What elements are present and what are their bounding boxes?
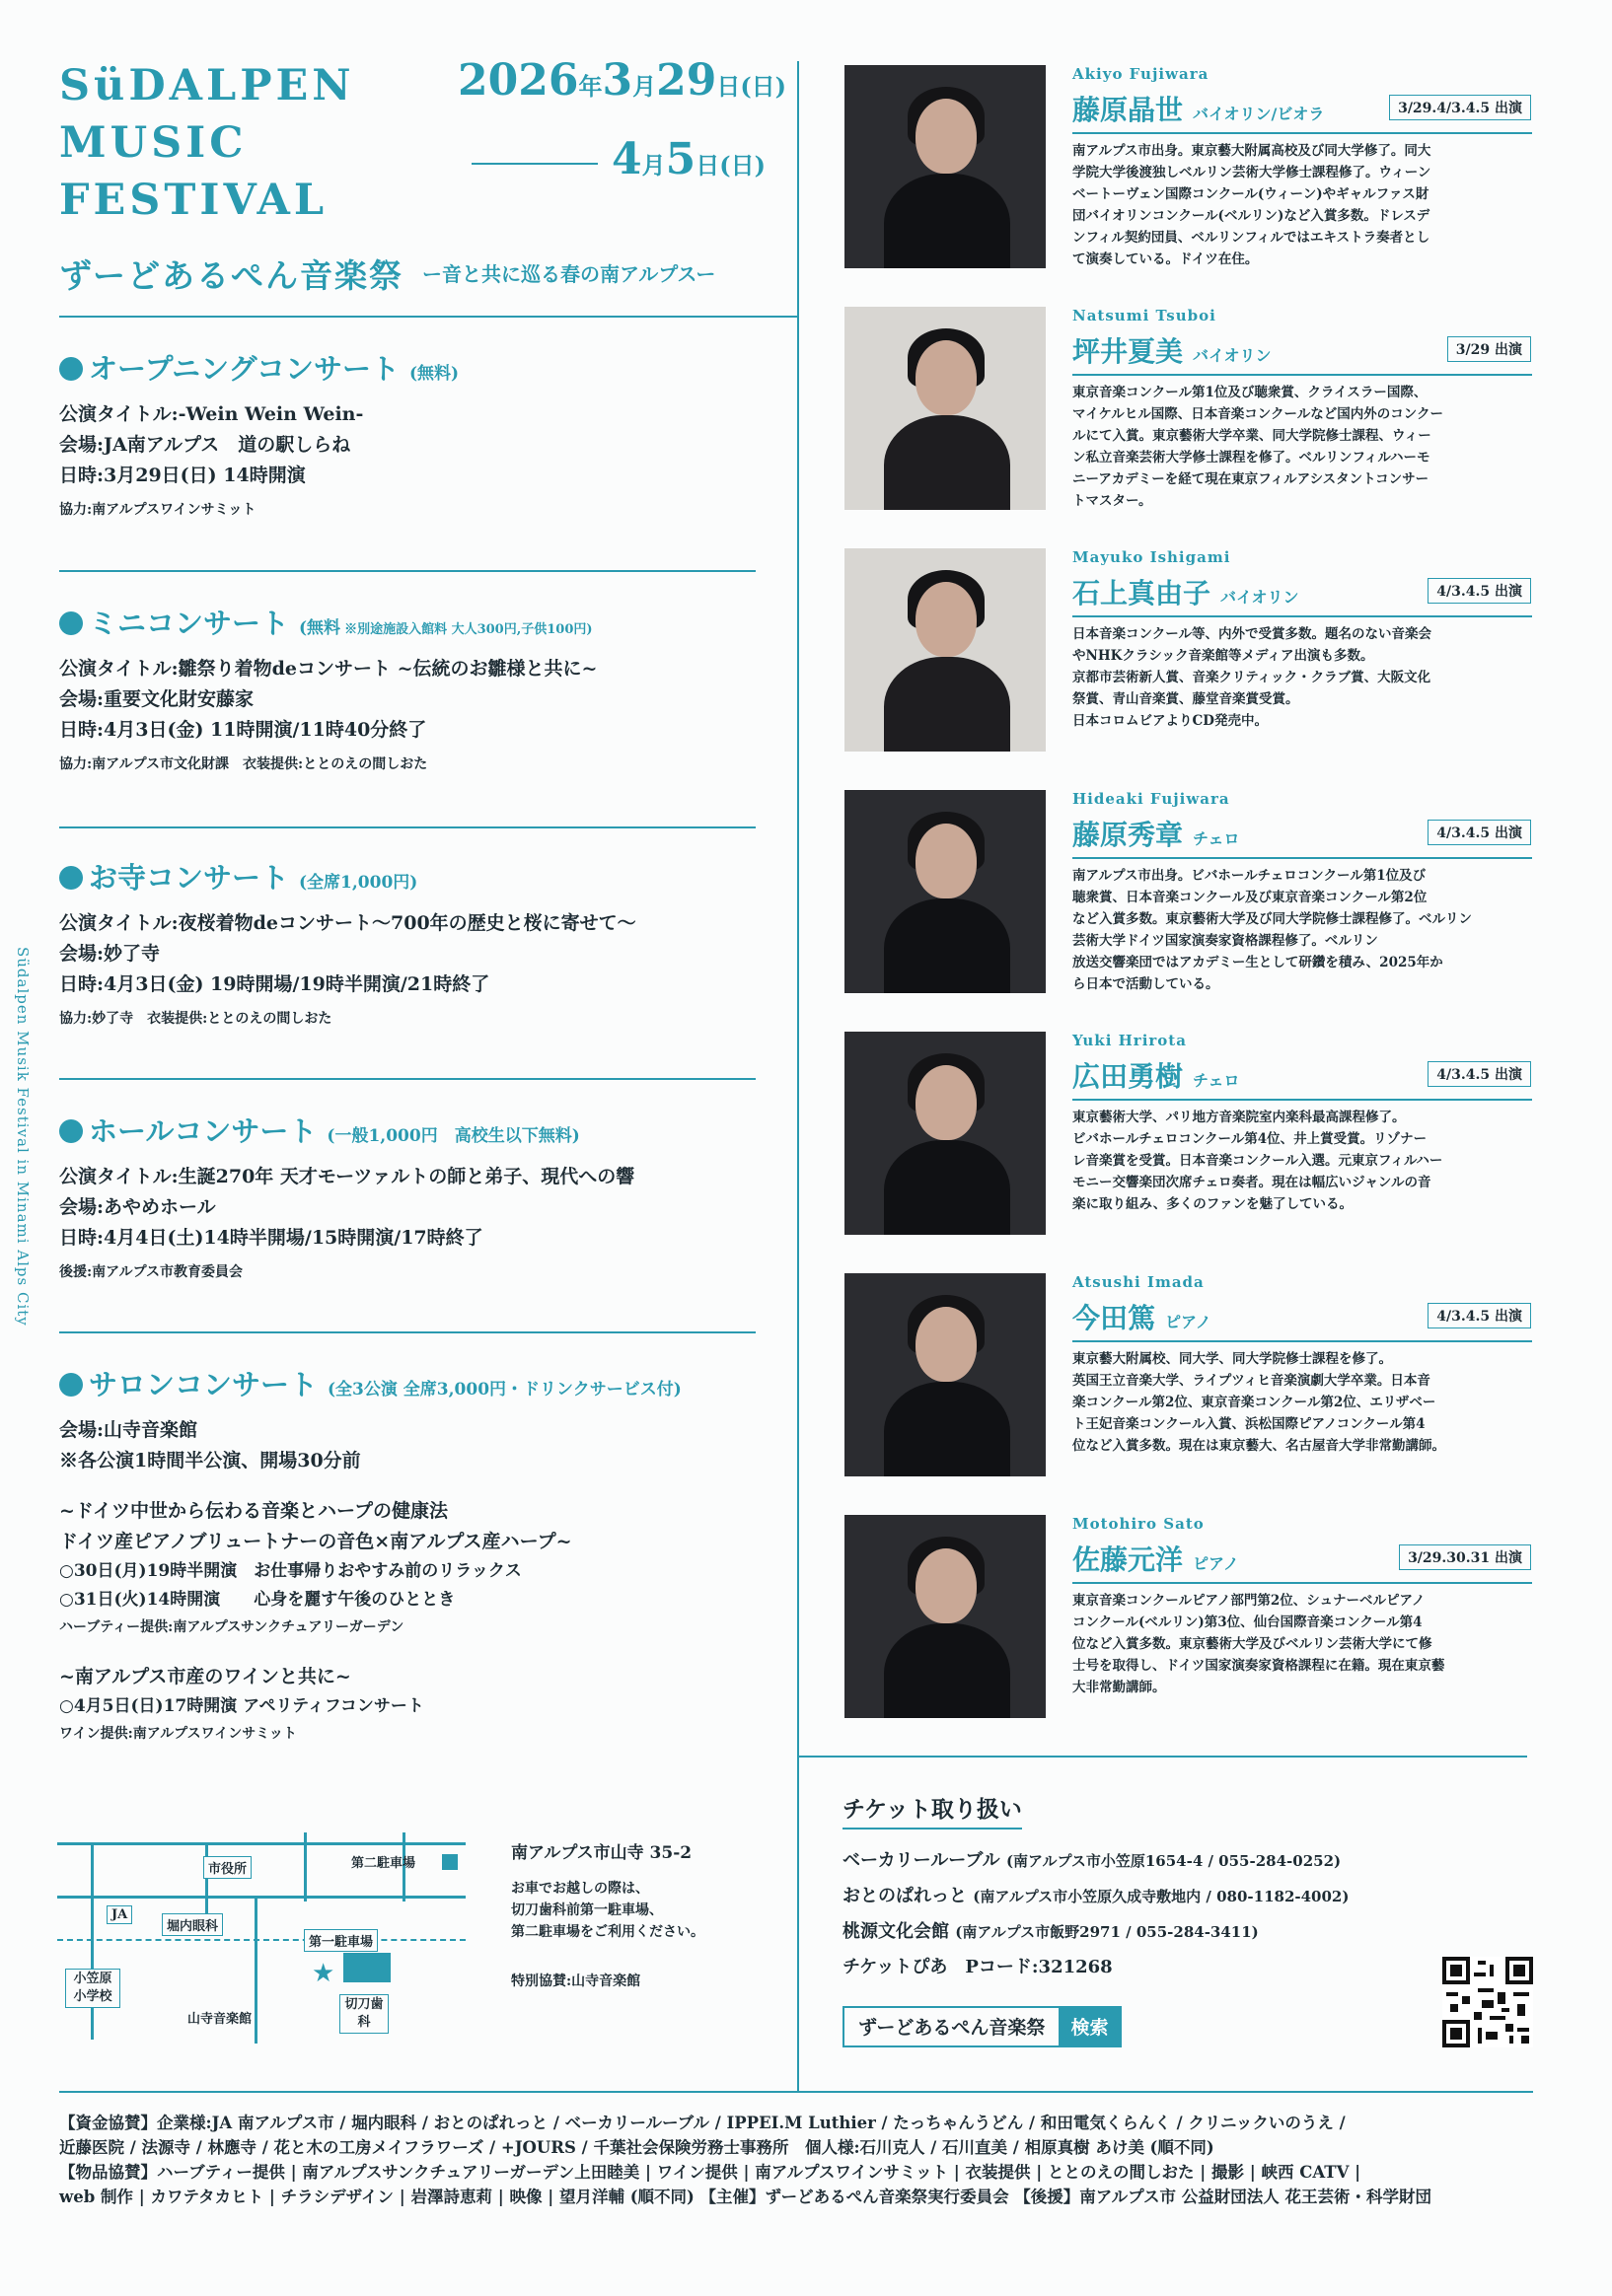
bullet-dot	[59, 357, 83, 381]
concert-line: 会場:あやめホール	[59, 1196, 216, 1218]
performer-badge: 4/3.4.5 出演	[1428, 578, 1531, 604]
bio-line: コンクール(ベルリン)第3位、仙台国際音楽コンクール第4	[1072, 1614, 1423, 1630]
ticket-outlet: 桃源文化会館 (南アルプス市飯野2971 / 055-284-3411)	[843, 1921, 1259, 1942]
bio-line: 英国王立音楽大学、ライプツィヒ音楽演劇大学卒業。日本音	[1072, 1373, 1430, 1389]
salon-theme: ドイツ産ピアノブリュートナーの音色×南アルプス産ハープ~	[59, 1531, 572, 1552]
performer-name-jp: 今田篤 ピアノ	[1072, 1302, 1211, 1334]
concert-temple	[59, 856, 750, 1032]
performer-photo	[844, 1273, 1046, 1476]
bio-line: ら日本で活動している。	[1072, 976, 1219, 992]
concert-line: 日時:4月3日(金) 19時開場/19時半開演/21時終了	[59, 973, 490, 995]
map-label-parking-2: 第二駐車場	[351, 1856, 416, 1871]
bio-line: 日本コロムビアよりCD発売中。	[1072, 713, 1268, 729]
performer-badge: 3/29 出演	[1447, 336, 1531, 362]
bio-line: ルにて入賞。東京藝術大学卒業、同大学院修士課程、ウィー	[1072, 428, 1431, 444]
performer-instrument: バイオリン/ビオラ	[1193, 105, 1325, 123]
concert-heading: ミニコンサート (無料 ※別途施設入館料 大人300円,子供100円)	[59, 602, 750, 642]
access-map	[57, 1832, 472, 2049]
salon-item: ○30日(月)19時半開演 お仕事帰りおやすみ前のリラックス	[59, 1561, 522, 1581]
search-box[interactable]	[843, 2006, 1122, 2047]
salon-theme: ~ドイツ中世から伝わる音楽とハープの健康法	[59, 1500, 449, 1522]
map-rail	[57, 1939, 466, 1941]
footer-line: 【物品協賛】ハーブティー提供 | 南アルプスサンクチュアリーガーデン上田睦美 | ワイン提供 | 南アルプスワインサミット | 衣装提供 | ととのえの間しおた | 撮影 | 峡西 CATV |	[59, 2163, 1361, 2182]
bio-line: 祭賞、青山音楽賞、藤堂音楽賞受賞。	[1072, 691, 1299, 707]
bio-line: 楽に取り組み、多くのファンを魅了している。	[1072, 1196, 1354, 1212]
performer-photo	[844, 790, 1046, 993]
performer-photo	[844, 1515, 1046, 1718]
section-rule	[59, 570, 756, 572]
footer-rule	[59, 2091, 1533, 2093]
bullet-dot	[59, 866, 83, 890]
bio-line: ニーアカデミーを経て現在東京フィルアシスタントコンサー	[1072, 471, 1429, 487]
bio-line: ベートーヴェン国際コンクール(ウィーン)やギャルファス財	[1072, 186, 1429, 202]
bio-line: 東京藝大附属校、同大学、同大学院修士課程を修了。	[1072, 1351, 1392, 1367]
festival-title	[59, 57, 355, 229]
performer-instrument: ピアノ	[1165, 1313, 1211, 1331]
concert-line: 会場:JA南アルプス 道の駅しらね	[59, 434, 351, 456]
map-label-city-hall: 市役所	[203, 1856, 252, 1879]
concert-line: 公演タイトル:-Wein Wein Wein-	[59, 403, 364, 425]
concert-heading: サロンコンサート (全3公演 全席3,000円・ドリンクサービス付)	[59, 1363, 750, 1403]
concert-line: 日時:3月29日(日) 14時開演	[59, 465, 306, 486]
footer-line: web 制作 | カワテタカヒト | チラシデザイン | 岩澤詩恵莉 | 映像 | 望月洋輔 (順不同) 【主催】ずーどあるぺん音楽祭実行委員会 【後援】南アルプス市 公益財団法人 花王芸術・科学財団	[59, 2188, 1431, 2206]
bio-line: 位など入賞多数。現在は東京藝大、名古屋音大学非常勤講師。	[1072, 1438, 1445, 1454]
map-label-dental: 切刀歯科	[339, 1994, 389, 2034]
concert-heading: お寺コンサート (全席1,000円)	[59, 856, 750, 897]
concert-line: ※各公演1時間半公演、開場30分前	[59, 1450, 361, 1471]
map-label-venue: 山寺音楽館	[187, 2012, 253, 2027]
concert-credit: 協力:南アルプスワインサミット	[59, 502, 256, 518]
bio-line: 東京藝術大学、パリ地方音楽院室内楽科最高課程修了。	[1072, 1110, 1406, 1125]
performer-name-en: Yuki Hrirota	[1072, 1032, 1187, 1049]
concert-line: 日時:4月3日(金) 11時開演/11時40分終了	[59, 719, 427, 741]
qr-code-icon[interactable]	[1442, 1957, 1533, 2047]
performer-photo	[844, 307, 1046, 510]
map-label-ja: JA	[107, 1905, 132, 1924]
concert-line: 会場:山寺音楽館	[59, 1419, 198, 1441]
footer-line: 近藤医院 / 法源寺 / 林應寺 / 花と木の工房メイフラワーズ / +JOURS / 千葉社会保険労務士事務所 個人様:石川克人 / 石川直美 / 相原真樹 あけ美 (順不同)	[59, 2138, 1214, 2157]
map-label-school: 小笠原小学校	[65, 1969, 120, 2008]
performer-name-en: Motohiro Sato	[1072, 1515, 1205, 1533]
performer-name-en: Atsushi Imada	[1072, 1273, 1205, 1291]
performer-bio	[1072, 623, 1532, 732]
performer-name-jp: 佐藤元洋 ピアノ	[1072, 1543, 1239, 1576]
concert-credit: 後援:南アルプス市教育委員会	[59, 1264, 244, 1280]
performer-name-en: Akiyo Fujiwara	[1072, 65, 1209, 83]
special-sponsor: 特別協賛:山寺音楽館	[511, 1973, 641, 1989]
ticket-outlet: おとのぱれっと (南アルプス市小笠原久成寺敷地内 / 080-1182-4002)	[843, 1886, 1350, 1906]
bio-line: 京都市芸術新人賞、音楽クリティック・クラブ賞、大阪文化	[1072, 670, 1431, 685]
performer-bio	[1072, 382, 1532, 512]
concert-mini	[59, 602, 750, 777]
performer-name-jp: 藤原晶世 バイオリン/ビオラ	[1072, 94, 1325, 126]
section-rule	[59, 1078, 756, 1080]
column-divider	[797, 61, 799, 2091]
bio-line: ン私立音楽芸術大学修士課程を修了。ベルリンフィルハーモ	[1072, 450, 1430, 466]
ticket-title: チケット取り扱い	[843, 1791, 1022, 1830]
performer-name-en: Natsumi Tsuboi	[1072, 307, 1216, 324]
performer-rule	[1072, 1340, 1532, 1342]
performer-instrument: バイオリン	[1193, 346, 1272, 365]
salon-credit: ワイン提供:南アルプスワインサミット	[59, 1726, 297, 1742]
performer-badge: 4/3.4.5 出演	[1428, 1061, 1531, 1087]
bio-line: レ音楽賞を受賞。日本音楽コンクール入選。元東京フィルハー	[1072, 1153, 1443, 1169]
performer-rule	[1072, 1099, 1532, 1101]
salon-credit: ハーブティー提供:南アルプスサンクチュアリーガーデン	[59, 1619, 404, 1635]
performer-bio	[1072, 865, 1532, 995]
salon-theme: ~南アルプス市産のワインと共に~	[59, 1666, 351, 1687]
map-road	[255, 1896, 257, 2044]
bio-line: ビバホールチェロコンクール第4位、井上賞受賞。リゾナー	[1072, 1131, 1428, 1147]
sponsor-footer	[59, 2111, 1539, 2209]
vertical-side-text: Südalpen Musik Festival in Minami Alps City	[14, 947, 32, 1327]
bio-line: 南アルプス市出身。東京藝大附属高校及び同大学修了。同大	[1072, 143, 1431, 159]
map-label-clinic: 堀内眼科	[162, 1913, 223, 1936]
concert-line: 会場:妙了寺	[59, 943, 161, 965]
performer-bio	[1072, 1348, 1532, 1457]
map-road	[304, 1832, 307, 1901]
search-button[interactable]: 検索	[1059, 2008, 1120, 2045]
performer-name-jp: 藤原秀章 チェロ	[1072, 819, 1240, 851]
parking-note: お車でお越しの際は、 切刀歯科前第一駐車場、 第二駐車場をご利用ください。	[511, 1881, 704, 1940]
performer-name-jp: 坪井夏美 バイオリン	[1072, 335, 1272, 368]
performer-name-en: Hideaki Fujiwara	[1072, 790, 1230, 808]
ticket-outlet: チケットぴあ Pコード:321268	[843, 1957, 1113, 1977]
performer-instrument: チェロ	[1193, 1071, 1240, 1090]
bio-line: やNHKクラシック音楽館等メディア出演も多数。	[1072, 648, 1374, 664]
performer-instrument: バイオリン	[1220, 588, 1299, 607]
concert-salon	[59, 1363, 750, 1747]
bullet-dot	[59, 1119, 83, 1143]
title-line-3: FESTIVAL	[59, 176, 329, 225]
performer-photo	[844, 65, 1046, 268]
title-line-2: MUSIC	[59, 118, 248, 168]
concert-line: 会場:重要文化財安藤家	[59, 688, 255, 710]
festival-subtitle: ー音と共に巡る春の南アルプスー	[422, 262, 716, 286]
map-label-parking-1: 第一駐車場	[304, 1929, 378, 1952]
performer-badge: 3/29.30.31 出演	[1399, 1544, 1531, 1570]
performer-rule	[1072, 857, 1532, 859]
bio-line: 位など入賞多数。東京藝術大学及びベルリン芸術大学にて修	[1072, 1636, 1432, 1652]
jp-festival-title: ずーどあるぺん音楽祭	[59, 256, 404, 295]
bio-line: ンフィル契約団員、ベルリンフィルではエキストラ奏者とし	[1072, 230, 1430, 246]
bullet-dot	[59, 611, 83, 635]
performer-name-en: Mayuko Ishigami	[1072, 548, 1231, 566]
bio-line: 東京音楽コンクールピアノ部門第2位、シュナーベルピアノ	[1072, 1593, 1426, 1609]
concert-line: 公演タイトル:生誕270年 天才モーツァルトの師と弟子、現代への響	[59, 1166, 635, 1187]
ticket-outlet: ベーカリールーブル (南アルプス市小笠原1654-4 / 055-284-0252)	[843, 1850, 1342, 1871]
bullet-dot	[59, 1373, 83, 1397]
concert-hall	[59, 1110, 750, 1285]
bio-line: 士号を取得し、ドイツ国家演奏家資格課程に在籍。現在東京藝	[1072, 1658, 1445, 1674]
performer-rule	[1072, 615, 1532, 617]
bio-line: など入賞多数。東京藝術大学及び同大学院修士課程修了。ベルリン	[1072, 911, 1472, 927]
performer-instrument: チェロ	[1193, 829, 1240, 848]
section-rule	[59, 1331, 756, 1333]
salon-item: ○31日(火)14時開演 心身を麗す午後のひととき	[59, 1590, 456, 1610]
parking-2-marker	[442, 1854, 458, 1870]
concert-line: 公演タイトル:夜桜着物deコンサート～700年の歴史と桜に寄せて～	[59, 912, 636, 934]
performer-rule	[1072, 1582, 1532, 1584]
map-road	[91, 1842, 94, 2040]
concert-heading: ホールコンサート (一般1,000円 高校生以下無料)	[59, 1110, 750, 1150]
concert-heading: オープニングコンサート (無料)	[59, 347, 750, 388]
performer-bio	[1072, 1107, 1532, 1215]
section-rule	[59, 826, 756, 828]
performer-photo	[844, 548, 1046, 752]
concert-credit: 協力:妙了寺 衣装提供:ととのえの間しおた	[59, 1011, 332, 1027]
bio-line: 団バイオリンコンクール(ベルリン)など入賞多数。ドレスデ	[1072, 208, 1430, 224]
performer-rule	[1072, 132, 1532, 134]
title-line-1: SüDALPEN	[59, 61, 355, 110]
bio-line: モニー交響楽団次席チェロ奏者。現在は幅広いジャンルの音	[1072, 1175, 1431, 1190]
ticket-rule	[797, 1756, 1527, 1758]
performer-bio	[1072, 140, 1532, 270]
bio-line: 日本音楽コンクール等、内外で受賞多数。題名のない音楽会	[1072, 626, 1431, 642]
performer-rule	[1072, 374, 1532, 376]
date-dash	[472, 163, 598, 165]
bio-line: 聴衆賞、日本音楽コンクール及び東京音楽コンクール第2位	[1072, 890, 1428, 905]
bio-line: 南アルプス市出身。ビバホールチェロコンクール第1位及び	[1072, 868, 1427, 884]
concert-opening	[59, 347, 750, 523]
bio-line: トマスター。	[1072, 493, 1152, 509]
bio-line: 大非常勤講師。	[1072, 1680, 1166, 1695]
concert-line: 日時:4月4日(土)14時半開場/15時開演/17時終了	[59, 1227, 483, 1249]
bio-line: 楽コンクール第2位、東京音楽コンクール第2位、エリザベー	[1072, 1395, 1436, 1410]
performer-name-jp: 広田勇樹 チェロ	[1072, 1060, 1240, 1093]
bio-line: ト王妃音楽コンクール入賞、浜松国際ピアノコンクール第4	[1072, 1416, 1426, 1432]
performer-bio	[1072, 1590, 1532, 1698]
concert-line: 公演タイトル:雛祭り着物deコンサート ~伝統のお雛様と共に~	[59, 658, 598, 680]
bio-line: て演奏している。ドイツ在住。	[1072, 251, 1259, 267]
venue-star-icon: ★	[312, 1959, 335, 1988]
performer-badge: 4/3.4.5 出演	[1428, 1303, 1531, 1328]
bio-line: 東京音楽コンクール第1位及び聴衆賞、クライスラー国際、	[1072, 385, 1428, 400]
bio-line: 学院大学後渡独しベルリン芸術大学修士課程修了。ウィーン	[1072, 165, 1431, 180]
header-rule	[59, 316, 799, 318]
footer-line: 【資金協賛】企業様:JA 南アルプス市 / 堀内眼科 / おとのぱれっと / ベーカリールーブル / IPPEI.M Luthier / たっちゃんうどん / 和田電気くらんく / クリニックいのうえ /	[59, 2114, 1346, 2132]
date-start: 2026年3月29日(日)	[458, 55, 787, 106]
bio-line: マイケルヒル国際、日本音楽コンクールなど国内外のコンクー	[1072, 406, 1443, 422]
performer-badge: 3/29.4/3.4.5 出演	[1389, 95, 1531, 120]
bio-line: 放送交響楽団ではアカデミー生として研鑽を積み、2025年か	[1072, 955, 1443, 970]
venue-address: 南アルプス市山寺 35-2	[511, 1843, 693, 1863]
concert-credit: 協力:南アルプス市文化財課 衣装提供:ととのえの間しおた	[59, 756, 428, 772]
parking-1-marker	[343, 1953, 391, 1982]
salon-item: ○4月5日(日)17時開演 アペリティフコンサート	[59, 1696, 424, 1716]
search-keyword: ずーどあるぺん音楽祭	[858, 2017, 1046, 2039]
performer-instrument: ピアノ	[1193, 1554, 1239, 1573]
performer-badge: 4/3.4.5 出演	[1428, 820, 1531, 845]
performer-photo	[844, 1032, 1046, 1235]
performer-name-jp: 石上真由子 バイオリン	[1072, 577, 1299, 610]
date-end: 4月5日(日)	[612, 134, 766, 184]
bio-line: 芸術大学ドイツ国家演奏家資格課程修了。ベルリン	[1072, 933, 1378, 949]
